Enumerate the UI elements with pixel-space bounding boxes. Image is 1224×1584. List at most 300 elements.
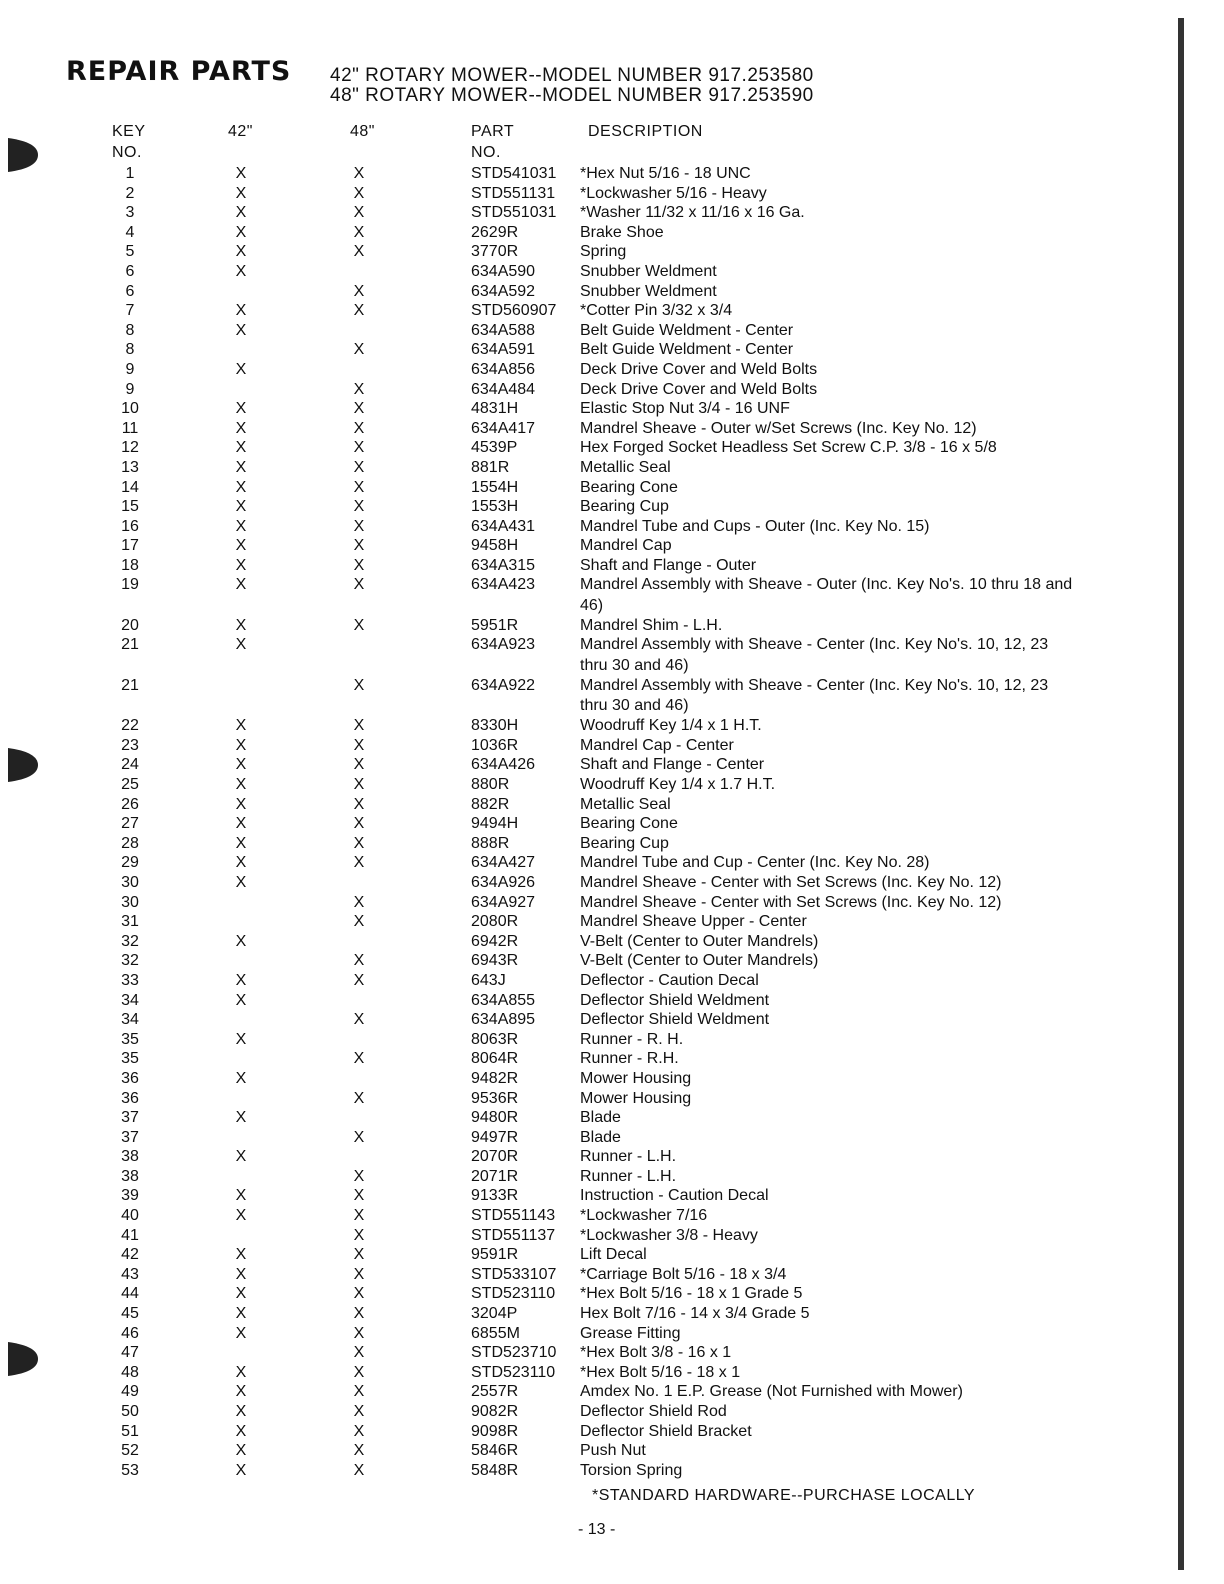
fit-48-cell: X (353, 815, 365, 833)
description-cell: Deflector Shield Weldment (580, 991, 770, 1009)
fit-42-cell: X (235, 815, 247, 833)
part-number-cell: STD551031 (471, 204, 557, 222)
key-cell: 17 (121, 537, 139, 555)
part-number-cell: 8064R (471, 1050, 519, 1068)
description-cell: Mandrel Sheave - Outer w/Set Screws (Inc. Key No. 12) (580, 419, 977, 437)
fit-42-cell: X (235, 1109, 247, 1127)
table-row (0, 1343, 1224, 1363)
part-number-cell: 634A923 (471, 636, 536, 654)
table-row (0, 951, 1224, 971)
description-cell: Mandrel Sheave - Center with Set Screws (Inc. Key No. 12) (580, 873, 1002, 891)
description-cell: Mandrel Assembly with Sheave - Center (Inc. Key No's. 10, 12, 23 thru 30 and 46) (580, 636, 1049, 674)
fit-48-cell: X (353, 478, 365, 496)
key-cell: 42 (121, 1246, 139, 1264)
key-cell: 32 (121, 932, 139, 950)
description-cell: Mandrel Shim - L.H. (580, 616, 723, 634)
fit-42-cell: X (235, 834, 247, 852)
key-cell: 8 (125, 341, 135, 359)
fit-42-cell: X (235, 873, 247, 891)
table-row (0, 1402, 1224, 1422)
key-cell: 9 (125, 360, 135, 378)
fit-48-cell: X (353, 1265, 365, 1283)
key-cell: 46 (121, 1324, 139, 1342)
table-row (0, 1441, 1224, 1461)
table-row (0, 676, 1224, 716)
fit-42-cell: X (235, 756, 247, 774)
part-number-cell: 3204P (471, 1305, 518, 1323)
parts-table (0, 164, 1224, 1480)
table-row (0, 1304, 1224, 1324)
fit-48-cell: X (353, 341, 365, 359)
fit-42-cell: X (235, 439, 247, 457)
part-number-cell: 881R (471, 458, 510, 476)
column-header-part: PART NO. (471, 123, 515, 161)
part-number-cell: 643J (471, 971, 506, 989)
part-number-cell: 634A423 (471, 576, 536, 594)
fit-48-cell: X (353, 576, 365, 594)
fit-48-cell: X (353, 1011, 365, 1029)
part-number-cell: 634A592 (471, 282, 536, 300)
fit-42-cell: X (235, 776, 247, 794)
table-row (0, 301, 1224, 321)
fit-48-cell: X (353, 893, 365, 911)
part-number-cell: 634A315 (471, 556, 536, 574)
description-cell: Spring (580, 243, 627, 261)
part-number-cell: 3770R (471, 243, 519, 261)
table-row (0, 1089, 1224, 1109)
key-cell: 22 (121, 717, 139, 735)
table-row (0, 575, 1224, 615)
table-row (0, 1265, 1224, 1285)
fit-48-cell: X (353, 1187, 365, 1205)
description-cell: Blade (580, 1109, 621, 1127)
part-number-cell: 2557R (471, 1383, 519, 1401)
part-number-cell: 9458H (471, 537, 519, 555)
description-cell: Snubber Weldment (580, 262, 717, 280)
key-cell: 2 (125, 184, 135, 202)
fit-48-cell: X (353, 458, 365, 476)
part-number-cell: 5846R (471, 1442, 519, 1460)
fit-42-cell: X (235, 458, 247, 476)
part-number-cell: 9482R (471, 1069, 519, 1087)
fit-48-cell: X (353, 1344, 365, 1362)
fit-42-cell: X (235, 1265, 247, 1283)
description-cell: Woodruff Key 1/4 x 1.7 H.T. (580, 776, 776, 794)
description-cell: Mandrel Sheave Upper - Center (580, 913, 807, 931)
key-cell: 34 (121, 991, 139, 1009)
table-row (0, 164, 1224, 184)
part-number-cell: 9536R (471, 1089, 519, 1107)
description-cell: *Carriage Bolt 5/16 - 18 x 3/4 (580, 1265, 787, 1283)
description-cell: Hex Forged Socket Headless Set Screw C.P. 3/8 - 16 x 5/8 (580, 439, 997, 457)
description-cell: *Hex Bolt 3/8 - 16 x 1 (580, 1344, 732, 1362)
part-number-cell: 9494H (471, 815, 519, 833)
fit-48-cell: X (353, 1050, 365, 1068)
fit-48-cell: X (353, 400, 365, 418)
fit-42-cell: X (235, 262, 247, 280)
table-row (0, 399, 1224, 419)
description-cell: *Lockwasher 3/8 - Heavy (580, 1226, 758, 1244)
fit-48-cell: X (353, 776, 365, 794)
key-cell: 39 (121, 1187, 139, 1205)
table-row (0, 1108, 1224, 1128)
fit-48-cell: X (353, 1383, 365, 1401)
fit-48-cell: X (353, 756, 365, 774)
fit-48-cell: X (353, 223, 365, 241)
table-row (0, 184, 1224, 204)
part-number-cell: 9497R (471, 1128, 519, 1146)
key-cell: 6 (125, 262, 135, 280)
table-row (0, 1128, 1224, 1148)
description-cell: Mower Housing (580, 1069, 692, 1087)
fit-42-cell: X (235, 795, 247, 813)
table-row (0, 262, 1224, 282)
key-cell: 14 (121, 478, 139, 496)
fit-42-cell: X (235, 616, 247, 634)
description-cell: Deflector Shield Rod (580, 1403, 727, 1421)
part-number-cell: 634A856 (471, 360, 536, 378)
part-number-cell: 634A588 (471, 321, 536, 339)
part-number-cell: 634A484 (471, 380, 536, 398)
fit-42-cell: X (235, 517, 247, 535)
table-row (0, 1147, 1224, 1167)
description-cell: Push Nut (580, 1442, 646, 1460)
description-cell: Shaft and Flange - Center (580, 756, 765, 774)
part-number-cell: STD551143 (471, 1207, 556, 1225)
key-cell: 47 (121, 1344, 139, 1362)
table-row (0, 716, 1224, 736)
description-cell: Mandrel Tube and Cup - Center (Inc. Key No. 28) (580, 854, 930, 872)
fit-42-cell: X (235, 1324, 247, 1342)
description-cell: Runner - R. H. (580, 1030, 684, 1048)
description-cell: Hex Bolt 7/16 - 14 x 3/4 Grade 5 (580, 1305, 810, 1323)
table-row (0, 616, 1224, 636)
part-number-cell: 9133R (471, 1187, 519, 1205)
part-number-cell: STD523110 (471, 1285, 556, 1303)
key-cell: 43 (121, 1265, 139, 1283)
fit-42-cell: X (235, 204, 247, 222)
fit-48-cell: X (353, 1324, 365, 1342)
fit-42-cell: X (235, 1383, 247, 1401)
table-row (0, 1030, 1224, 1050)
key-cell: 6 (125, 282, 135, 300)
fit-42-cell: X (235, 1422, 247, 1440)
column-header-42: 42" (228, 123, 253, 140)
fit-42-cell: X (235, 243, 247, 261)
description-cell: Grease Fitting (580, 1324, 681, 1342)
part-number-cell: 634A427 (471, 854, 536, 872)
key-cell: 34 (121, 1011, 139, 1029)
key-cell: 21 (121, 636, 139, 654)
part-number-cell: 6855M (471, 1324, 520, 1342)
description-cell: Snubber Weldment (580, 282, 717, 300)
key-cell: 48 (121, 1363, 139, 1381)
fit-42-cell: X (235, 991, 247, 1009)
key-cell: 53 (121, 1461, 139, 1479)
fit-48-cell: X (353, 380, 365, 398)
description-cell: Metallic Seal (580, 795, 671, 813)
table-row (0, 991, 1224, 1011)
fit-42-cell: X (235, 1069, 247, 1087)
description-cell: *Hex Bolt 5/16 - 18 x 1 (580, 1363, 741, 1381)
description-cell: Deflector Shield Weldment (580, 1011, 770, 1029)
description-cell: *Lockwasher 7/16 (580, 1207, 708, 1225)
table-row (0, 536, 1224, 556)
part-number-cell: 880R (471, 776, 510, 794)
part-number-cell: 634A927 (471, 893, 536, 911)
part-number-cell: STD523110 (471, 1363, 556, 1381)
table-row (0, 971, 1224, 991)
fit-48-cell: X (353, 676, 365, 694)
part-number-cell: 634A590 (471, 262, 536, 280)
part-number-cell: 634A895 (471, 1011, 536, 1029)
fit-48-cell: X (353, 1461, 365, 1479)
description-cell: Runner - R.H. (580, 1050, 679, 1068)
part-number-cell: STD523710 (471, 1344, 557, 1362)
fit-48-cell: X (353, 971, 365, 989)
description-cell: Deflector - Caution Decal (580, 971, 759, 989)
column-header-key: KEY NO. (112, 123, 146, 161)
table-row (0, 1206, 1224, 1226)
key-cell: 37 (121, 1109, 139, 1127)
key-cell: 30 (121, 893, 139, 911)
key-cell: 36 (121, 1089, 139, 1107)
key-cell: 35 (121, 1030, 139, 1048)
fit-42-cell: X (235, 184, 247, 202)
description-cell: Mandrel Sheave - Center with Set Screws (Inc. Key No. 12) (580, 893, 1002, 911)
description-cell: *Washer 11/32 x 11/16 x 16 Ga. (580, 204, 805, 222)
fit-42-cell: X (235, 537, 247, 555)
fit-48-cell: X (353, 439, 365, 457)
fit-48-cell: X (353, 1363, 365, 1381)
part-number-cell: 8330H (471, 717, 519, 735)
table-row (0, 242, 1224, 262)
table-row (0, 755, 1224, 775)
description-cell: V-Belt (Center to Outer Mandrels) (580, 952, 819, 970)
table-row (0, 1010, 1224, 1030)
key-cell: 41 (121, 1226, 139, 1244)
part-number-cell: 4539P (471, 439, 518, 457)
description-cell: Mandrel Assembly with Sheave - Outer (Inc. Key No's. 10 thru 18 and 46) (580, 576, 1073, 614)
fit-48-cell: X (353, 1422, 365, 1440)
model-line-42: 42" ROTARY MOWER--MODEL NUMBER 917.253580 (330, 65, 814, 86)
table-row (0, 834, 1224, 854)
table-row (0, 478, 1224, 498)
table-row (0, 873, 1224, 893)
fit-48-cell: X (353, 1207, 365, 1225)
fit-48-cell: X (353, 952, 365, 970)
key-cell: 40 (121, 1207, 139, 1225)
part-number-cell: 634A926 (471, 873, 536, 891)
description-cell: Mandrel Tube and Cups - Outer (Inc. Key No. 15) (580, 517, 930, 535)
part-number-cell: 888R (471, 834, 510, 852)
key-cell: 24 (121, 756, 139, 774)
key-cell: 18 (121, 556, 139, 574)
fit-48-cell: X (353, 498, 365, 516)
key-cell: 21 (121, 676, 139, 694)
part-number-cell: STD533107 (471, 1265, 557, 1283)
part-number-cell: 882R (471, 795, 510, 813)
fit-42-cell: X (235, 1246, 247, 1264)
key-cell: 23 (121, 736, 139, 754)
column-header-48: 48" (350, 123, 375, 140)
fit-42-cell: X (235, 360, 247, 378)
part-number-cell: 1036R (471, 736, 519, 754)
fit-48-cell: X (353, 1285, 365, 1303)
fit-48-cell: X (353, 834, 365, 852)
description-cell: Shaft and Flange - Outer (580, 556, 757, 574)
description-cell: *Lockwasher 5/16 - Heavy (580, 184, 767, 202)
part-number-cell: STD541031 (471, 165, 557, 182)
table-row (0, 1422, 1224, 1442)
fit-48-cell: X (353, 1226, 365, 1244)
fit-48-cell: X (353, 556, 365, 574)
fit-42-cell: X (235, 736, 247, 754)
model-line-48: 48" ROTARY MOWER--MODEL NUMBER 917.253590 (330, 85, 814, 106)
key-cell: 37 (121, 1128, 139, 1146)
table-row (0, 1284, 1224, 1304)
fit-42-cell: X (235, 932, 247, 950)
fit-42-cell: X (235, 165, 247, 182)
description-cell: Brake Shoe (580, 223, 664, 241)
fit-48-cell: X (353, 1246, 365, 1264)
part-number-cell: STD551131 (471, 184, 556, 202)
fit-42-cell: X (235, 1461, 247, 1479)
part-number-cell: 2080R (471, 913, 519, 931)
description-cell: Instruction - Caution Decal (580, 1187, 769, 1205)
fit-42-cell: X (235, 1363, 247, 1381)
description-cell: Runner - L.H. (580, 1148, 677, 1166)
fit-42-cell: X (235, 556, 247, 574)
key-cell: 30 (121, 873, 139, 891)
table-row (0, 775, 1224, 795)
description-cell: *Cotter Pin 3/32 x 3/4 (580, 302, 733, 320)
key-cell: 16 (121, 517, 139, 535)
fit-42-cell: X (235, 400, 247, 418)
description-cell: Bearing Cone (580, 478, 678, 496)
key-cell: 35 (121, 1050, 139, 1068)
key-cell: 38 (121, 1148, 139, 1166)
fit-42-cell: X (235, 854, 247, 872)
description-cell: Bearing Cup (580, 834, 669, 852)
description-cell: Belt Guide Weldment - Center (580, 321, 794, 339)
part-number-cell: 2629R (471, 223, 519, 241)
table-row (0, 203, 1224, 223)
key-cell: 51 (121, 1422, 139, 1440)
fit-48-cell: X (353, 913, 365, 931)
page-title: REPAIR PARTS (66, 56, 292, 87)
description-cell: Mandrel Cap (580, 537, 672, 555)
key-cell: 52 (121, 1442, 139, 1460)
key-cell: 13 (121, 458, 139, 476)
table-row (0, 1363, 1224, 1383)
key-cell: 20 (121, 616, 139, 634)
fit-42-cell: X (235, 1403, 247, 1421)
fit-42-cell: X (235, 1030, 247, 1048)
key-cell: 15 (121, 498, 139, 516)
fit-48-cell: X (353, 184, 365, 202)
fit-42-cell: X (235, 576, 247, 594)
key-cell: 25 (121, 776, 139, 794)
description-cell: Elastic Stop Nut 3/4 - 16 UNF (580, 400, 790, 418)
fit-48-cell: X (353, 717, 365, 735)
part-number-cell: 9082R (471, 1403, 519, 1421)
part-number-cell: 634A426 (471, 756, 536, 774)
fit-48-cell: X (353, 517, 365, 535)
fit-48-cell: X (353, 537, 365, 555)
table-row (0, 932, 1224, 952)
description-cell: Mandrel Cap - Center (580, 736, 734, 754)
table-row (0, 340, 1224, 360)
key-cell: 50 (121, 1403, 139, 1421)
table-row (0, 853, 1224, 873)
table-row (0, 458, 1224, 478)
fit-48-cell: X (353, 165, 365, 182)
description-cell: Torsion Spring (580, 1461, 683, 1479)
table-row (0, 282, 1224, 302)
key-cell: 1 (125, 165, 135, 182)
fit-42-cell: X (235, 636, 247, 654)
fit-48-cell: X (353, 282, 365, 300)
fit-48-cell: X (353, 736, 365, 754)
part-number-cell: 634A431 (471, 517, 536, 535)
table-row (0, 1167, 1224, 1187)
table-row (0, 223, 1224, 243)
key-cell: 33 (121, 971, 139, 989)
table-row (0, 814, 1224, 834)
description-cell: Runner - L.H. (580, 1167, 677, 1185)
description-cell: Mandrel Assembly with Sheave - Center (Inc. Key No's. 10, 12, 23 thru 30 and 46) (580, 676, 1049, 715)
part-number-cell: 9591R (471, 1246, 519, 1264)
part-number-cell: 1553H (471, 498, 519, 516)
key-cell: 8 (125, 321, 135, 339)
table-row (0, 635, 1224, 675)
table-row (0, 736, 1224, 756)
fit-42-cell: X (235, 1442, 247, 1460)
fit-42-cell: X (235, 1207, 247, 1225)
fit-48-cell: X (353, 854, 365, 872)
part-number-cell: 634A591 (471, 341, 536, 359)
part-number-cell: 5951R (471, 616, 519, 634)
fit-42-cell: X (235, 498, 247, 516)
description-cell: *Hex Bolt 5/16 - 18 x 1 Grade 5 (580, 1285, 803, 1303)
description-cell: Bearing Cup (580, 498, 669, 516)
part-number-cell: 4831H (471, 400, 519, 418)
table-row (0, 1049, 1224, 1069)
table-row (0, 419, 1224, 439)
table-row (0, 1186, 1224, 1206)
key-cell: 3 (125, 204, 135, 222)
part-number-cell: 8063R (471, 1030, 519, 1048)
part-number-cell: 634A417 (471, 419, 536, 437)
key-cell: 26 (121, 795, 139, 813)
key-cell: 28 (121, 834, 139, 852)
description-cell: Deflector Shield Bracket (580, 1422, 752, 1440)
description-cell: Metallic Seal (580, 458, 671, 476)
fit-48-cell: X (353, 302, 365, 320)
key-cell: 12 (121, 439, 139, 457)
fit-42-cell: X (235, 419, 247, 437)
key-cell: 27 (121, 815, 139, 833)
fit-42-cell: X (235, 223, 247, 241)
description-cell: V-Belt (Center to Outer Mandrels) (580, 932, 819, 950)
table-row (0, 1245, 1224, 1265)
table-row (0, 321, 1224, 341)
fit-42-cell: X (235, 478, 247, 496)
description-cell: Woodruff Key 1/4 x 1 H.T. (580, 717, 762, 735)
part-number-cell: 1554H (471, 478, 519, 496)
fit-48-cell: X (353, 419, 365, 437)
